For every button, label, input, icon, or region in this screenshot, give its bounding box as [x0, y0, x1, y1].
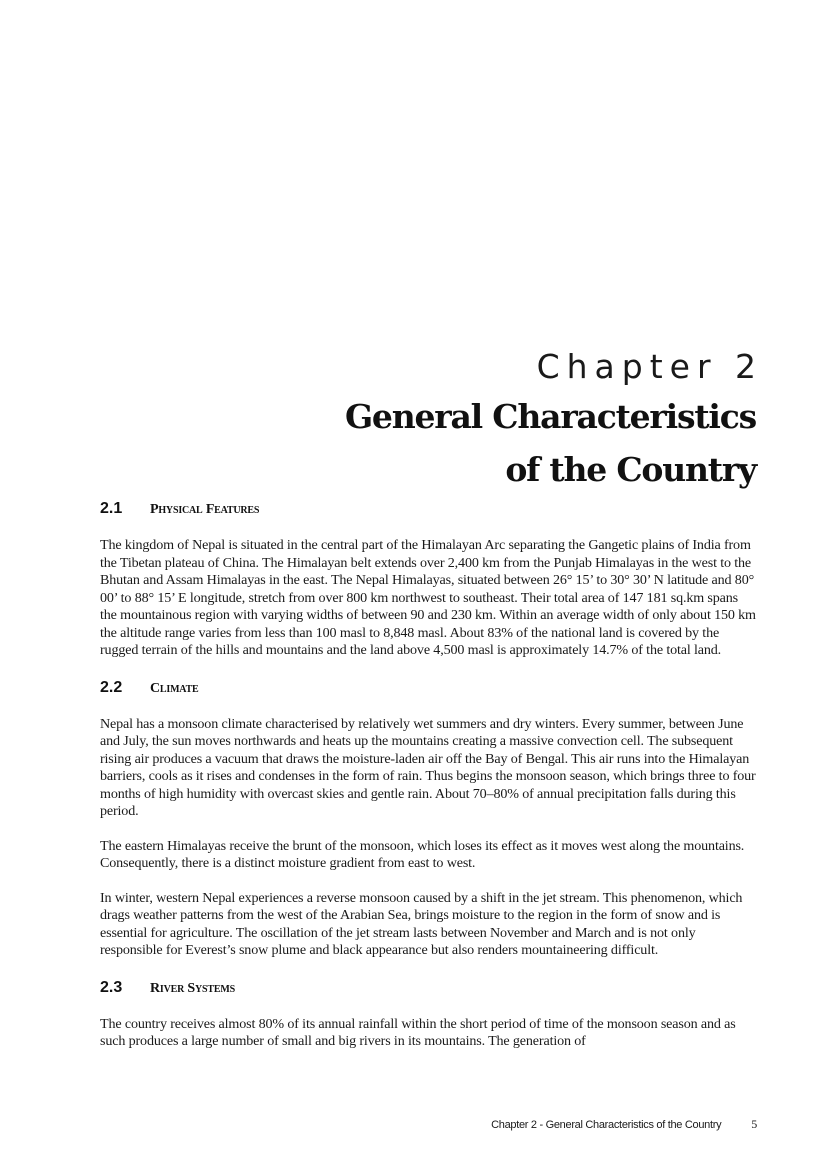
section-number: 2.1	[100, 500, 123, 517]
section-number: 2.2	[100, 678, 123, 696]
paragraph: The kingdom of Nepal is situated in the central part of the Himalayan Arc separating the Gangetic plains of India from the Tibetan plateau of China. The Himalayan belt extends over 2,400 km from the Punjab Himalayas in the west to the Bhutan and Assam Himalayas in the east. The Nepal Himalayas, situated between 26° 15’ to 30° 30’ N latitude and 80° 00’ to 88° 15’ E longitude, stretch from over 800 km northwest to southeast. Their total area of 147 181 sq.km spans the mountainous region with varying widths of between 90 and 230 km. Within an average width of only about 150 km the altitude range varies from less than 100 masl to 8,848 masl. About 83% of the national land is covered by the rugged terrain of the hills and mountains and the land above 4,500 masl is approximately 14.7% of the total land.	[100, 537, 756, 658]
chapter-body	[100, 496, 757, 1051]
section-heading-physical-features	[100, 496, 757, 522]
section-title: Climate	[150, 680, 199, 696]
page-number: 5	[751, 1117, 757, 1131]
paragraph: In winter, western Nepal experiences a reverse monsoon caused by a shift in the jet stream. This phenomenon, which drags weather patterns from the west of the Arabian Sea, brings moisture to the region in the form of snow and is essential for agriculture. The oscillation of the jet stream lasts between November and March and is not only responsible for Everest’s snow plume and black appearance but also renders mountaineering difficult.	[100, 889, 743, 958]
section-heading-river-systems	[100, 975, 757, 1001]
section-title: Physical Features	[150, 502, 260, 517]
chapter-label: Chapter 2	[536, 347, 763, 386]
page-footer	[491, 1117, 757, 1132]
running-title: Chapter 2 - General Characteristics of the Country	[491, 1119, 722, 1131]
paragraph: The eastern Himalayas receive the brunt of the monsoon, which loses its effect as it moves west along the mountains. Consequently, there is a distinct moisture gradient from east to west.	[100, 837, 745, 871]
chapter-title-line-1: General Characteristics	[344, 397, 756, 436]
section-number: 2.3	[100, 978, 123, 996]
paragraph: Nepal has a monsoon climate characterised by relatively wet summers and dry winters. Every summer, between June and July, the sun moves northwards and heats up the mountains creating a massive convection cell. The subsequent rising air produces a vacuum that draws the moisture-laden air off the Bay of Bengal. This air runs into the Himalayan barriers, cools as it rises and condenses in the form of rain. Thus begins the monsoon season, which brings three to four months of high humidity with overcast skies and gentle rain. About 70–80% of annual precipitation falls during this period.	[100, 715, 756, 819]
chapter-title-line-2: of the Country	[505, 450, 756, 489]
section-heading-climate	[100, 675, 757, 701]
section-title: River Systems	[150, 980, 235, 996]
paragraph: The country receives almost 80% of its annual rainfall within the short period of time of the monsoon season and as such produces a large number of small and big rivers in its mountains. The generation of	[100, 1015, 736, 1049]
chapter-heading	[344, 345, 763, 495]
